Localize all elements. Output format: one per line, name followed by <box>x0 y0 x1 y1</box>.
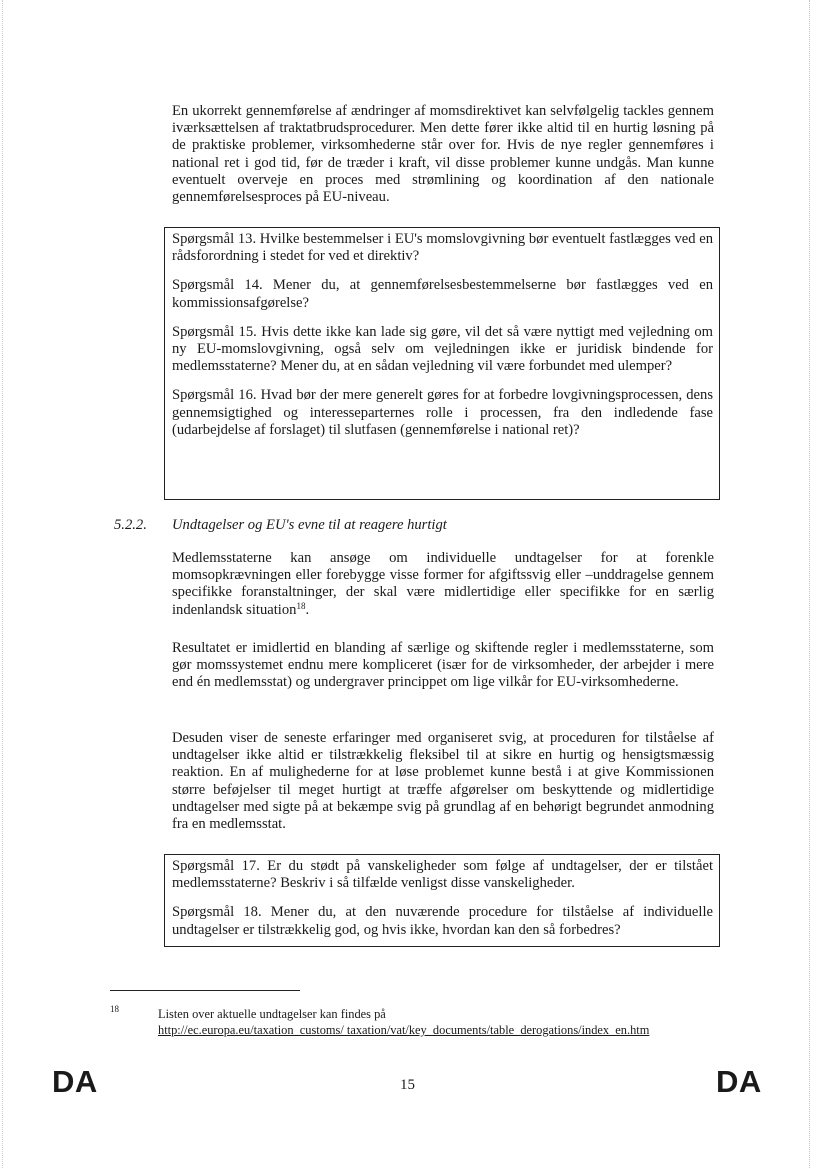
intro-paragraph: En ukorrekt gennemførelse af ændringer af momsdirektivet kan selvfølgelig tackles gennem iværksættelsen af traktatbrudsprocedurer. Men dette fører ikke altid til en hurtig løsning på de praktiske problemer, virksomhederne står over for. Hvis de nye regler gennemføres i national ret i god tid, før de træder i kraft, vil disse problemer kunne undgås. Man kunne eventuelt overveje en proces med strømlining og koordination af den nationale gennemførelsesproces på EU-niveau. <box>172 103 714 206</box>
question-14: Spørgsmål 14. Mener du, at gennemførelsesbestemmelserne bør fastlægges ved en kommissionsafgørelse? <box>172 277 713 311</box>
footnote-separator <box>110 990 300 991</box>
scan-edge-left <box>2 0 4 1168</box>
question-17: Spørgsmål 17. Er du stødt på vanskeligheder som følge af undtagelser, der er tilstået medlemsstaterne? Beskriv i så tilfælde venligst disse vanskeligheder. <box>172 858 713 892</box>
question-box-17-18 <box>164 854 720 947</box>
page-number: 15 <box>400 1077 415 1093</box>
question-18: Spørgsmål 18. Mener du, at den nuværende procedure for tilståelse af individuelle undtagelser er tilstrækkelig god, og hvis ikke, hvordan kan den så forbedres? <box>172 904 713 938</box>
paragraph-derogations-text: Medlemsstaterne kan ansøge om individuelle undtagelser for at forenkle momsopkrævningen eller forebygge visse former for afgiftssvig eller –unddragelse gennem specifikke foranstaltninger, der skal være midlertidige eller specifikke for en særlig indenlandsk situation <box>172 550 714 618</box>
question-box-13-16 <box>164 227 720 500</box>
paragraph-result: Resultatet er imidlertid en blanding af særlige og skiftende regler i medlemsstaterne, som gør momssystemet endnu mere kompliceret (især for de virksomheder, der arbejder i mere end én medlemsstat) og undergraver princippet om lige vilkår for EU-virksomhederne. <box>172 640 714 691</box>
paragraph-derogations-end: . <box>305 601 310 618</box>
question-15: Spørgsmål 15. Hvis dette ikke kan lade sig gøre, vil det så være nyttigt med vejledning om ny EU-momslovgivning, også selv om vejledningen ikke er juridisk bindende for medlemsstaterne? Mener du, at en sådan vejledning vil være forbundet med ulemper? <box>172 323 713 375</box>
question-16: Spørgsmål 16. Hvad bør der mere generelt gøres for at forbedre lovgivningsprocessen, dens gennemsigtighed og interesseparternes rolle i processen, fra den indledende fase (udarbejdelse af forslaget) til slutfasen (gennemførelse i national ret)? <box>172 387 713 438</box>
paragraph-fraud: Desuden viser de seneste erfaringer med organiseret svig, at proceduren for tilståelse af undtagelser ikke altid er tilstrækkelig fleksibel til at sikre en hurtig og hensigtsmæssig reaktion. En af mulighederne for at løse problemet kunne bestå i at give Kommissionen større beføjelser til meget hurtigt at træffe afgørelser om beskyttende og midlertidige undtagelser med sigte på at bekæmpe svig på grundlag af en behørigt begrundet anmodning fra en medlemsstat. <box>172 730 714 833</box>
footnote-reference: 18 <box>296 600 306 611</box>
section-number: 5.2.2. <box>114 517 147 533</box>
footnote-text: Listen over aktuelle undtagelser kan findes på <box>158 1007 386 1021</box>
paragraph-derogations <box>172 550 714 619</box>
footnote-number: 18 <box>110 1004 119 1014</box>
section-title: Undtagelser og EU's evne til at reagere hurtigt <box>172 517 447 533</box>
footnote-link[interactable]: http://ec.europa.eu/taxation_customs/ taxation/vat/key_documents/table_derogations/index_en.htm <box>158 1023 650 1037</box>
scan-edge-right <box>809 0 811 1168</box>
footnote <box>158 1006 649 1038</box>
question-13: Spørgsmål 13. Hvilke bestemmelser i EU's momslovgivning bør eventuelt fastlægges ved en rådsforordning i stedet for ved et direktiv? <box>172 231 713 265</box>
language-label-left: DA <box>52 1064 98 1099</box>
language-label-right: DA <box>716 1064 762 1099</box>
